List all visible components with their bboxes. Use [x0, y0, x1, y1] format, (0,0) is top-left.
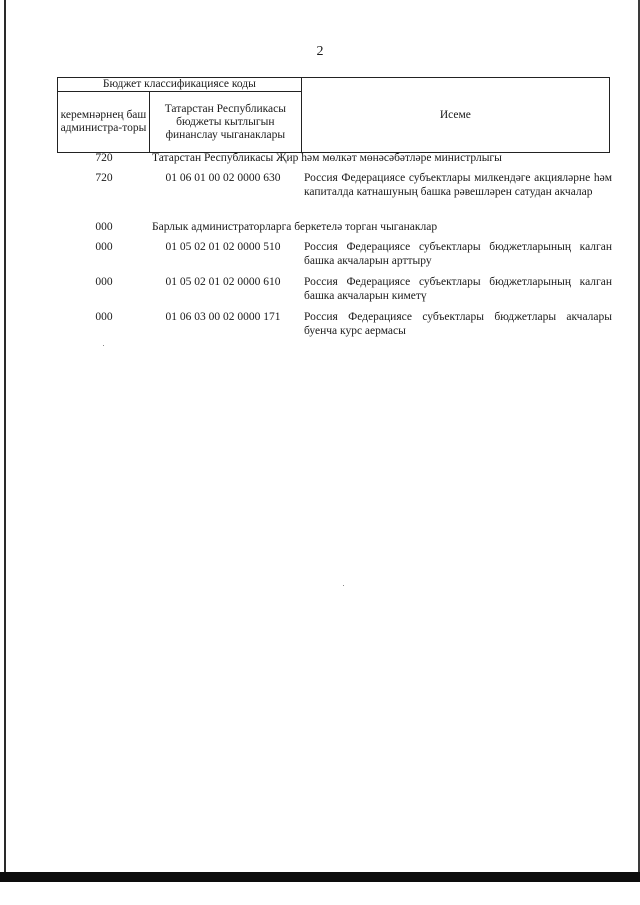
admin-code: 720: [95, 172, 113, 184]
budget-classification-code: 01 06 03 00 02 0000 171: [165, 311, 281, 323]
group-title: Татарстан Республикасы Җир һәм мөлкәт мөнәсәбәтләре министрлыгы: [152, 152, 502, 164]
classification-table-header: [57, 77, 610, 153]
budget-code-column-header: Татарстан Республикасы бюджеты кытлыгын финанслау чыганаклары: [149, 92, 301, 153]
budget-classification-code: 01 05 02 01 02 0000 510: [165, 241, 281, 253]
scan-bottom-edge: [0, 872, 640, 882]
scan-left-edge: [4, 0, 6, 880]
scan-speck: [103, 345, 104, 346]
admin-code: 000: [95, 241, 113, 253]
source-name: Россия Федерациясе субъектлары бюджетларының калган башка акчаларын киметү: [304, 276, 612, 302]
admin-code: 720: [95, 152, 113, 164]
scan-speck: [343, 585, 344, 586]
budget-classification-code: 01 06 01 00 02 0000 630: [165, 172, 281, 184]
page-number: 2: [316, 44, 324, 59]
source-name: Россия Федерациясе субъектлары бюджетлары акчалары буенча курс аермасы: [304, 311, 612, 337]
budget-classification-code: 01 05 02 01 02 0000 610: [165, 276, 281, 288]
admin-code: 000: [95, 276, 113, 288]
admin-code: 000: [95, 311, 113, 323]
group-title: Барлык администраторларга беркетелә торган чыганаклар: [152, 221, 438, 233]
name-column-header: Исеме: [301, 78, 609, 153]
source-name: Россия Федерациясе субъектлары милкендәге акцияләрне һәм капиталда катнашуның башка рәвешләрен сатудан акчалар: [304, 172, 612, 198]
admin-code: 000: [95, 221, 113, 233]
budget-classification-group-header: Бюджет классификациясе коды: [58, 78, 302, 92]
admin-column-header: керемнәрнең баш администра-торы: [58, 92, 150, 153]
source-name: Россия Федерациясе субъектлары бюджетларының калган башка акчаларын арттыру: [304, 241, 612, 267]
